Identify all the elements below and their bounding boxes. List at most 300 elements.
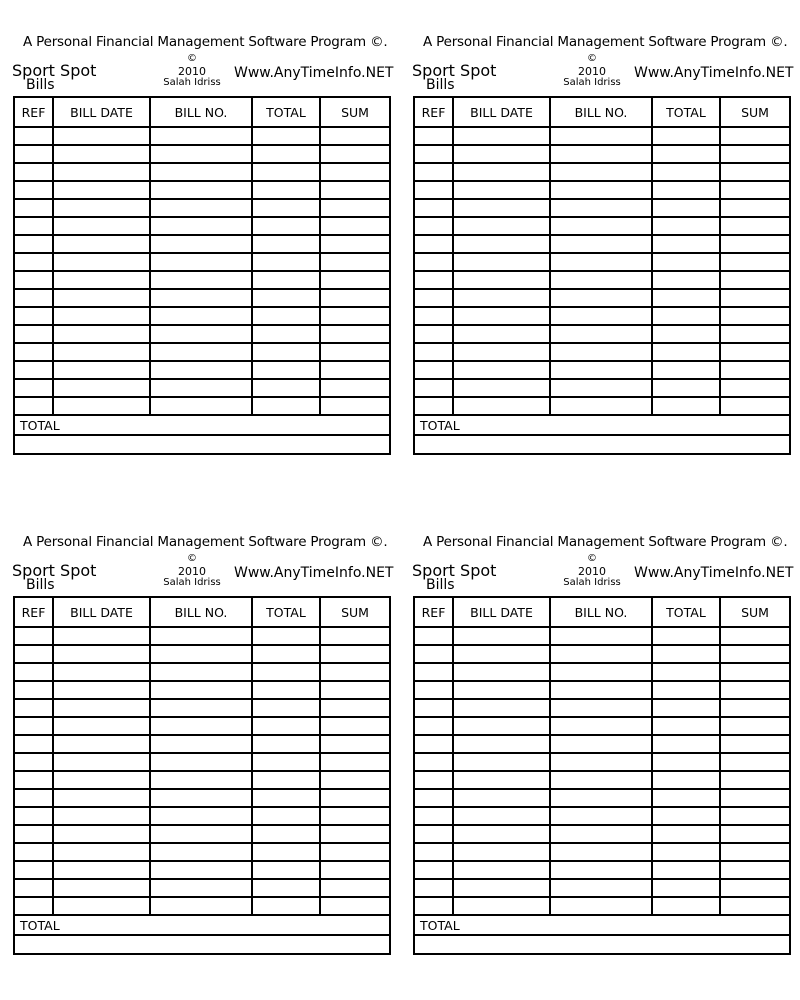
total-cell[interactable]	[252, 735, 320, 753]
ref-cell[interactable]	[14, 253, 53, 271]
sum-cell[interactable]	[720, 289, 790, 307]
ref-cell[interactable]	[414, 681, 453, 699]
bill-no-cell[interactable]	[150, 127, 252, 145]
bill-no-cell[interactable]	[150, 271, 252, 289]
total-cell[interactable]	[652, 253, 720, 271]
sum-cell[interactable]	[720, 199, 790, 217]
total-cell[interactable]	[652, 217, 720, 235]
bill-date-cell[interactable]	[53, 825, 150, 843]
total-cell[interactable]	[652, 753, 720, 771]
total-cell[interactable]	[252, 825, 320, 843]
ref-cell[interactable]	[14, 271, 53, 289]
ref-cell[interactable]	[14, 361, 53, 379]
bill-date-cell[interactable]	[53, 663, 150, 681]
bill-date-cell[interactable]	[53, 343, 150, 361]
ref-cell[interactable]	[14, 217, 53, 235]
total-cell[interactable]	[652, 771, 720, 789]
bill-date-cell[interactable]	[453, 627, 550, 645]
ref-cell[interactable]	[414, 699, 453, 717]
total-cell[interactable]	[652, 235, 720, 253]
ref-cell[interactable]	[14, 235, 53, 253]
bill-date-cell[interactable]	[453, 663, 550, 681]
bill-no-cell[interactable]	[150, 307, 252, 325]
sum-cell[interactable]	[320, 145, 390, 163]
ref-cell[interactable]	[14, 289, 53, 307]
sum-cell[interactable]	[320, 681, 390, 699]
bill-no-cell[interactable]	[150, 771, 252, 789]
bill-no-cell[interactable]	[150, 379, 252, 397]
bill-no-cell[interactable]	[550, 361, 652, 379]
ref-cell[interactable]	[414, 379, 453, 397]
sum-cell[interactable]	[320, 181, 390, 199]
sum-cell[interactable]	[720, 717, 790, 735]
bill-no-cell[interactable]	[550, 145, 652, 163]
bill-date-cell[interactable]	[53, 645, 150, 663]
sum-cell[interactable]	[320, 217, 390, 235]
sum-cell[interactable]	[320, 307, 390, 325]
bill-date-cell[interactable]	[53, 681, 150, 699]
bill-date-cell[interactable]	[453, 699, 550, 717]
sum-cell[interactable]	[720, 343, 790, 361]
bill-date-cell[interactable]	[53, 199, 150, 217]
ref-cell[interactable]	[14, 681, 53, 699]
bill-no-cell[interactable]	[550, 163, 652, 181]
ref-cell[interactable]	[414, 217, 453, 235]
ref-cell[interactable]	[14, 789, 53, 807]
bill-no-cell[interactable]	[150, 681, 252, 699]
sum-cell[interactable]	[720, 771, 790, 789]
bill-date-cell[interactable]	[53, 843, 150, 861]
bill-no-cell[interactable]	[150, 235, 252, 253]
sum-cell[interactable]	[720, 307, 790, 325]
ref-cell[interactable]	[14, 753, 53, 771]
bill-date-cell[interactable]	[453, 645, 550, 663]
ref-cell[interactable]	[414, 771, 453, 789]
total-value-cell[interactable]	[414, 935, 790, 954]
bill-no-cell[interactable]	[550, 217, 652, 235]
total-cell[interactable]	[652, 397, 720, 415]
total-value-cell[interactable]	[14, 935, 390, 954]
total-cell[interactable]	[652, 825, 720, 843]
ref-cell[interactable]	[414, 663, 453, 681]
bill-date-cell[interactable]	[53, 753, 150, 771]
bill-date-cell[interactable]	[53, 235, 150, 253]
sum-cell[interactable]	[720, 879, 790, 897]
sum-cell[interactable]	[720, 397, 790, 415]
bill-no-cell[interactable]	[550, 397, 652, 415]
sum-cell[interactable]	[320, 271, 390, 289]
total-cell[interactable]	[652, 199, 720, 217]
ref-cell[interactable]	[414, 307, 453, 325]
bill-no-cell[interactable]	[550, 843, 652, 861]
sum-cell[interactable]	[320, 235, 390, 253]
ref-cell[interactable]	[14, 879, 53, 897]
sum-cell[interactable]	[720, 663, 790, 681]
ref-cell[interactable]	[414, 843, 453, 861]
bill-no-cell[interactable]	[550, 789, 652, 807]
ref-cell[interactable]	[414, 271, 453, 289]
ref-cell[interactable]	[14, 379, 53, 397]
bill-date-cell[interactable]	[453, 379, 550, 397]
total-cell[interactable]	[252, 681, 320, 699]
sum-cell[interactable]	[720, 181, 790, 199]
total-cell[interactable]	[252, 289, 320, 307]
bill-no-cell[interactable]	[150, 717, 252, 735]
bill-date-cell[interactable]	[53, 181, 150, 199]
bill-date-cell[interactable]	[53, 897, 150, 915]
sum-cell[interactable]	[320, 897, 390, 915]
ref-cell[interactable]	[414, 253, 453, 271]
bill-no-cell[interactable]	[550, 181, 652, 199]
bill-no-cell[interactable]	[550, 325, 652, 343]
bill-no-cell[interactable]	[150, 163, 252, 181]
total-cell[interactable]	[652, 307, 720, 325]
sum-cell[interactable]	[320, 699, 390, 717]
sum-cell[interactable]	[320, 807, 390, 825]
total-cell[interactable]	[652, 325, 720, 343]
sum-cell[interactable]	[320, 199, 390, 217]
total-cell[interactable]	[652, 699, 720, 717]
ref-cell[interactable]	[414, 807, 453, 825]
total-cell[interactable]	[252, 163, 320, 181]
bill-no-cell[interactable]	[550, 343, 652, 361]
total-cell[interactable]	[652, 663, 720, 681]
total-cell[interactable]	[252, 145, 320, 163]
total-cell[interactable]	[252, 753, 320, 771]
total-cell[interactable]	[252, 897, 320, 915]
total-cell[interactable]	[652, 271, 720, 289]
bill-no-cell[interactable]	[150, 325, 252, 343]
ref-cell[interactable]	[14, 627, 53, 645]
bill-no-cell[interactable]	[550, 825, 652, 843]
sum-cell[interactable]	[720, 253, 790, 271]
ref-cell[interactable]	[14, 343, 53, 361]
bill-no-cell[interactable]	[550, 663, 652, 681]
bill-date-cell[interactable]	[53, 217, 150, 235]
sum-cell[interactable]	[320, 753, 390, 771]
bill-no-cell[interactable]	[150, 735, 252, 753]
ref-cell[interactable]	[14, 663, 53, 681]
total-cell[interactable]	[252, 807, 320, 825]
bill-date-cell[interactable]	[453, 361, 550, 379]
bill-date-cell[interactable]	[453, 807, 550, 825]
bill-no-cell[interactable]	[150, 825, 252, 843]
bill-date-cell[interactable]	[53, 789, 150, 807]
bill-date-cell[interactable]	[453, 825, 550, 843]
total-cell[interactable]	[652, 343, 720, 361]
sum-cell[interactable]	[720, 861, 790, 879]
bill-date-cell[interactable]	[453, 717, 550, 735]
total-value-cell[interactable]	[414, 435, 790, 454]
bill-date-cell[interactable]	[53, 627, 150, 645]
ref-cell[interactable]	[14, 717, 53, 735]
sum-cell[interactable]	[720, 825, 790, 843]
total-cell[interactable]	[252, 771, 320, 789]
ref-cell[interactable]	[14, 735, 53, 753]
bill-no-cell[interactable]	[550, 861, 652, 879]
total-cell[interactable]	[252, 879, 320, 897]
sum-cell[interactable]	[320, 843, 390, 861]
bill-date-cell[interactable]	[453, 217, 550, 235]
sum-cell[interactable]	[720, 627, 790, 645]
total-value-cell[interactable]	[14, 435, 390, 454]
total-cell[interactable]	[252, 379, 320, 397]
sum-cell[interactable]	[320, 663, 390, 681]
sum-cell[interactable]	[720, 145, 790, 163]
sum-cell[interactable]	[720, 271, 790, 289]
ref-cell[interactable]	[14, 145, 53, 163]
sum-cell[interactable]	[720, 325, 790, 343]
sum-cell[interactable]	[320, 289, 390, 307]
bill-date-cell[interactable]	[453, 753, 550, 771]
bill-date-cell[interactable]	[53, 127, 150, 145]
ref-cell[interactable]	[14, 807, 53, 825]
total-cell[interactable]	[652, 379, 720, 397]
bill-date-cell[interactable]	[53, 397, 150, 415]
total-cell[interactable]	[252, 843, 320, 861]
bill-date-cell[interactable]	[53, 861, 150, 879]
sum-cell[interactable]	[320, 879, 390, 897]
bill-no-cell[interactable]	[550, 753, 652, 771]
bill-date-cell[interactable]	[53, 717, 150, 735]
ref-cell[interactable]	[414, 343, 453, 361]
ref-cell[interactable]	[14, 645, 53, 663]
total-cell[interactable]	[252, 181, 320, 199]
bill-date-cell[interactable]	[453, 271, 550, 289]
ref-cell[interactable]	[14, 127, 53, 145]
sum-cell[interactable]	[320, 397, 390, 415]
sum-cell[interactable]	[320, 379, 390, 397]
sum-cell[interactable]	[720, 361, 790, 379]
total-cell[interactable]	[652, 843, 720, 861]
bill-no-cell[interactable]	[150, 789, 252, 807]
ref-cell[interactable]	[414, 145, 453, 163]
bill-date-cell[interactable]	[53, 325, 150, 343]
ref-cell[interactable]	[14, 181, 53, 199]
bill-no-cell[interactable]	[550, 627, 652, 645]
sum-cell[interactable]	[320, 717, 390, 735]
total-cell[interactable]	[652, 861, 720, 879]
ref-cell[interactable]	[414, 717, 453, 735]
bill-date-cell[interactable]	[453, 289, 550, 307]
total-cell[interactable]	[652, 181, 720, 199]
ref-cell[interactable]	[14, 897, 53, 915]
sum-cell[interactable]	[720, 843, 790, 861]
ref-cell[interactable]	[414, 645, 453, 663]
sum-cell[interactable]	[320, 771, 390, 789]
bill-date-cell[interactable]	[453, 879, 550, 897]
ref-cell[interactable]	[14, 325, 53, 343]
sum-cell[interactable]	[320, 127, 390, 145]
bill-no-cell[interactable]	[550, 699, 652, 717]
total-cell[interactable]	[652, 807, 720, 825]
ref-cell[interactable]	[414, 789, 453, 807]
bill-date-cell[interactable]	[53, 361, 150, 379]
total-cell[interactable]	[252, 861, 320, 879]
bill-no-cell[interactable]	[550, 645, 652, 663]
bill-no-cell[interactable]	[150, 897, 252, 915]
ref-cell[interactable]	[14, 397, 53, 415]
ref-cell[interactable]	[414, 127, 453, 145]
total-cell[interactable]	[652, 127, 720, 145]
total-cell[interactable]	[252, 217, 320, 235]
total-cell[interactable]	[252, 199, 320, 217]
total-cell[interactable]	[652, 789, 720, 807]
bill-no-cell[interactable]	[550, 717, 652, 735]
bill-no-cell[interactable]	[550, 879, 652, 897]
ref-cell[interactable]	[14, 825, 53, 843]
total-cell[interactable]	[652, 361, 720, 379]
total-cell[interactable]	[252, 717, 320, 735]
bill-no-cell[interactable]	[550, 379, 652, 397]
sum-cell[interactable]	[320, 361, 390, 379]
total-cell[interactable]	[652, 627, 720, 645]
bill-date-cell[interactable]	[453, 343, 550, 361]
ref-cell[interactable]	[14, 163, 53, 181]
bill-no-cell[interactable]	[150, 199, 252, 217]
sum-cell[interactable]	[320, 735, 390, 753]
bill-date-cell[interactable]	[53, 879, 150, 897]
ref-cell[interactable]	[414, 397, 453, 415]
bill-date-cell[interactable]	[453, 325, 550, 343]
bill-no-cell[interactable]	[150, 397, 252, 415]
sum-cell[interactable]	[320, 253, 390, 271]
ref-cell[interactable]	[14, 699, 53, 717]
ref-cell[interactable]	[14, 843, 53, 861]
total-cell[interactable]	[252, 645, 320, 663]
bill-no-cell[interactable]	[150, 145, 252, 163]
total-cell[interactable]	[252, 253, 320, 271]
total-cell[interactable]	[252, 361, 320, 379]
bill-no-cell[interactable]	[550, 199, 652, 217]
bill-date-cell[interactable]	[53, 379, 150, 397]
total-cell[interactable]	[652, 717, 720, 735]
sum-cell[interactable]	[320, 645, 390, 663]
total-cell[interactable]	[652, 879, 720, 897]
sum-cell[interactable]	[320, 627, 390, 645]
bill-no-cell[interactable]	[150, 361, 252, 379]
ref-cell[interactable]	[414, 361, 453, 379]
bill-date-cell[interactable]	[453, 181, 550, 199]
bill-no-cell[interactable]	[550, 307, 652, 325]
bill-date-cell[interactable]	[53, 807, 150, 825]
bill-date-cell[interactable]	[453, 771, 550, 789]
bill-no-cell[interactable]	[150, 627, 252, 645]
ref-cell[interactable]	[414, 181, 453, 199]
total-cell[interactable]	[652, 897, 720, 915]
sum-cell[interactable]	[320, 789, 390, 807]
bill-no-cell[interactable]	[150, 753, 252, 771]
sum-cell[interactable]	[320, 163, 390, 181]
bill-no-cell[interactable]	[150, 807, 252, 825]
bill-no-cell[interactable]	[550, 271, 652, 289]
sum-cell[interactable]	[720, 217, 790, 235]
total-cell[interactable]	[252, 663, 320, 681]
bill-date-cell[interactable]	[453, 897, 550, 915]
ref-cell[interactable]	[414, 325, 453, 343]
sum-cell[interactable]	[720, 681, 790, 699]
bill-date-cell[interactable]	[453, 235, 550, 253]
total-cell[interactable]	[252, 627, 320, 645]
bill-no-cell[interactable]	[150, 699, 252, 717]
sum-cell[interactable]	[720, 789, 790, 807]
ref-cell[interactable]	[414, 897, 453, 915]
ref-cell[interactable]	[414, 627, 453, 645]
total-cell[interactable]	[252, 235, 320, 253]
bill-date-cell[interactable]	[453, 253, 550, 271]
bill-no-cell[interactable]	[550, 235, 652, 253]
sum-cell[interactable]	[720, 699, 790, 717]
total-cell[interactable]	[652, 163, 720, 181]
ref-cell[interactable]	[14, 771, 53, 789]
bill-date-cell[interactable]	[53, 771, 150, 789]
ref-cell[interactable]	[414, 825, 453, 843]
bill-no-cell[interactable]	[150, 645, 252, 663]
bill-date-cell[interactable]	[453, 127, 550, 145]
bill-no-cell[interactable]	[550, 127, 652, 145]
ref-cell[interactable]	[414, 879, 453, 897]
bill-date-cell[interactable]	[453, 861, 550, 879]
bill-date-cell[interactable]	[453, 843, 550, 861]
bill-no-cell[interactable]	[150, 217, 252, 235]
bill-no-cell[interactable]	[150, 843, 252, 861]
sum-cell[interactable]	[320, 861, 390, 879]
total-cell[interactable]	[652, 645, 720, 663]
bill-date-cell[interactable]	[453, 307, 550, 325]
total-cell[interactable]	[252, 271, 320, 289]
sum-cell[interactable]	[320, 825, 390, 843]
ref-cell[interactable]	[414, 289, 453, 307]
bill-date-cell[interactable]	[53, 735, 150, 753]
total-cell[interactable]	[252, 343, 320, 361]
sum-cell[interactable]	[720, 645, 790, 663]
ref-cell[interactable]	[414, 735, 453, 753]
sum-cell[interactable]	[720, 163, 790, 181]
sum-cell[interactable]	[720, 807, 790, 825]
bill-date-cell[interactable]	[453, 681, 550, 699]
bill-no-cell[interactable]	[150, 879, 252, 897]
bill-no-cell[interactable]	[550, 681, 652, 699]
bill-date-cell[interactable]	[453, 163, 550, 181]
total-cell[interactable]	[252, 699, 320, 717]
total-cell[interactable]	[652, 145, 720, 163]
bill-no-cell[interactable]	[150, 663, 252, 681]
total-cell[interactable]	[252, 127, 320, 145]
ref-cell[interactable]	[414, 163, 453, 181]
bill-date-cell[interactable]	[53, 163, 150, 181]
bill-no-cell[interactable]	[550, 897, 652, 915]
bill-date-cell[interactable]	[453, 397, 550, 415]
bill-no-cell[interactable]	[150, 253, 252, 271]
bill-date-cell[interactable]	[53, 289, 150, 307]
total-cell[interactable]	[652, 735, 720, 753]
ref-cell[interactable]	[414, 235, 453, 253]
sum-cell[interactable]	[720, 379, 790, 397]
bill-date-cell[interactable]	[453, 735, 550, 753]
ref-cell[interactable]	[414, 753, 453, 771]
bill-date-cell[interactable]	[53, 307, 150, 325]
bill-date-cell[interactable]	[53, 145, 150, 163]
total-cell[interactable]	[252, 325, 320, 343]
bill-no-cell[interactable]	[150, 181, 252, 199]
bill-date-cell[interactable]	[53, 699, 150, 717]
sum-cell[interactable]	[720, 753, 790, 771]
ref-cell[interactable]	[14, 307, 53, 325]
total-cell[interactable]	[652, 681, 720, 699]
ref-cell[interactable]	[14, 199, 53, 217]
total-cell[interactable]	[252, 789, 320, 807]
bill-no-cell[interactable]	[150, 861, 252, 879]
